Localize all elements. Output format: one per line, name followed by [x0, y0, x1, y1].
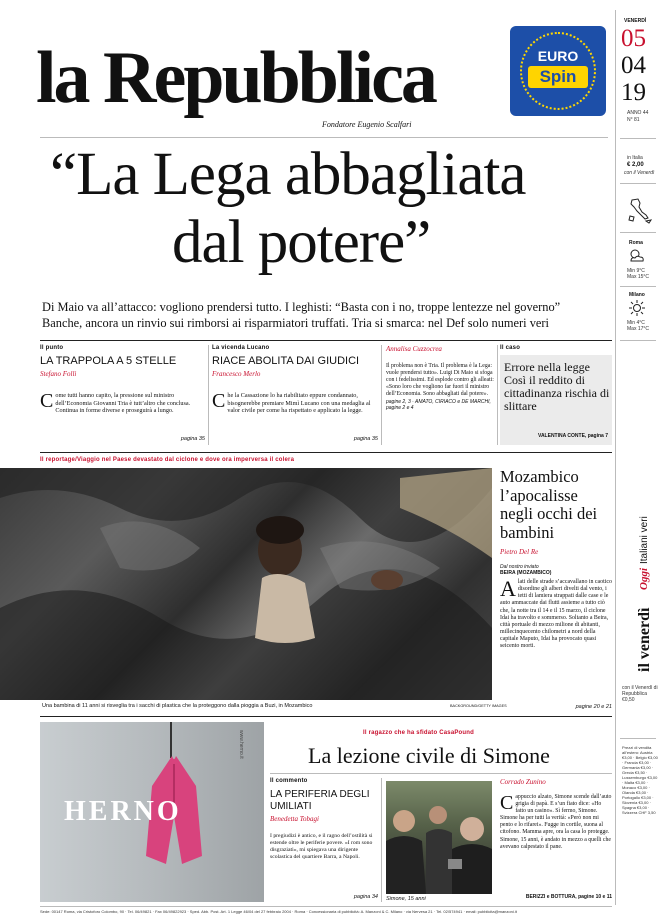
reportage-ref: pagine 20 e 21 — [575, 704, 612, 710]
date-numero: N° 81 — [627, 117, 640, 123]
casapound-kicker: Il ragazzo che ha sfidato CasaPound — [363, 730, 475, 736]
italy-map-icon — [624, 196, 654, 231]
headline-deck-2: Banche, ancora un rinvio sui rimborsi ai risparmiatori truffati. Tria si smarca: nel Def solo numeri veri — [42, 316, 549, 330]
story-body: he la Cassazione lo ha riabilitato eppure condannato, bisognerebbe premiare Mimì Lucano con una medaglia al valor civile per come ha rispettato e applicato la legge. — [227, 392, 371, 415]
footer-legal: Sede: 00147 Roma, via Cristoforo Colombo, 90 · Tel. 06/49821 · Fax 06/49822923 · Sped. Abb. Post. Art. 1 Legge 46/04 del 27 febbraio 2004 · Roma · Concessionaria di pubblicità: A. Manzoni & C. Milano · via Nervesa 21 · Tel. 02/574941 · email: pubblicita@manzoni.it — [40, 909, 517, 914]
casapound-body: appuccio alzato, Simone scende dall’auto grigia di papà. E s’un fiato dice: «Ho fatto un casino». Sì fermo, Simone. Simone ha per tutti la verità: «Però non mi pento e lo rifarei». Fugge in cortile, suona al citofono. Mamma apre, ora la casa lo protegge. Simone, 15 anni, è andato in mezzo a quelli che avevano calpestato il pane. — [500, 794, 612, 850]
commento-author: Benedetta Tobagi — [270, 815, 319, 823]
weather-max-milano: Max 17°C — [627, 326, 650, 332]
herno-ad[interactable] — [40, 722, 264, 902]
casapound-title: La lezione civile di Simone — [308, 743, 550, 768]
weather-max-roma: Max 15°C — [627, 274, 650, 280]
reportage-author: Pietro Del Re — [500, 548, 539, 556]
date-year: 19 — [621, 79, 646, 106]
story-main-lead[interactable] — [386, 345, 494, 445]
story-body: Il problema non è Tria. Il problema è la Lega: vuole prendersi tutto». Luigi Di Maio si sfoga con i fedelissimi. Ed esplode contro gli alleati: «Sono loro che vogliono far fuori il ministro dell’Economia. Sono abbagliati dal potere». — [386, 363, 494, 397]
masthead-title: la Repubblica — [36, 37, 435, 119]
headline-line1: “La Lega abbagliata — [50, 141, 526, 208]
story-kicker: La vicenda Lucano — [212, 345, 270, 351]
herno-site: www.herno.it — [238, 730, 244, 759]
drop-cap: C — [212, 390, 226, 412]
cloud-sun-icon — [627, 248, 647, 269]
story-ref: pagine 2, 3 · AMATO, CIRIACO e DE MARCHI, pagine 2 e 4 — [386, 399, 491, 411]
drop-cap: C — [40, 390, 54, 412]
story-title: LA TRAPPOLA A 5 STELLE — [40, 355, 177, 367]
herno-logo: HERNO — [64, 796, 182, 827]
photo-caption: Una bambina di 11 anni si risveglia tra i sacchi di plastica che la proteggono dalla pioggia a Buzi, in Mozambico — [42, 703, 313, 709]
inserto-italiani-veri[interactable] — [634, 516, 652, 590]
story-body: ome tutti hanno capito, la pressione sul ministro dell’Economia Giovanni Tria è tutt’altro che conclusa. Continua in forme diverse e proseguirà a lungo. — [55, 392, 191, 415]
story-title: Errore nella legge Così il reddito di cittadinanza rischia di slittare — [504, 360, 610, 413]
story-ref: pagina 35 — [180, 436, 205, 442]
drop-cap: A — [500, 576, 516, 601]
story-author: Stefano Folli — [40, 370, 77, 378]
foreign-prices: Prezzi di vendita all’estero: Austria €3,00 · Belgio €3,00 · Francia €3,00 · Germania €3,00 · Grecia €3,50 · Lussemburgo €3,00 · Malta €3,00 · Monaco €3,00 · Olanda €3,00 · Portogallo €3,00 · Slovenia €3,00 · Spagna €3,00 · Svizzera CHF 3,50 — [622, 745, 658, 815]
story-il-punto[interactable] — [40, 345, 205, 445]
price: € 2,00 — [627, 162, 644, 168]
date-weekday: VENERDÌ — [624, 18, 647, 24]
inserto-title: Italiani veri — [639, 516, 650, 564]
story-author: Annalisa Cuzzocrea — [386, 345, 442, 353]
reportage-dateline: Dal nostro inviato — [500, 564, 539, 570]
commento-body: I pregiudizi è antico, e il ragno dell’ostilità si estende oltre le periferie povere. «I rom sono disgraziati», mi spiegava una dirigente scolastica del quartiere Barra, a Napoli. — [270, 833, 373, 860]
headline-deck-1: Di Maio va all’attacco: vogliono prendersi tutto. I leghisti: “Basta con i no, troppe lentezze nel governo” — [42, 300, 561, 314]
story-riace[interactable] — [212, 345, 378, 445]
ad-brand-bottom: Spin — [528, 66, 588, 88]
commento-title: LA PERIFERIA DEGLI UMILIATI — [270, 789, 370, 812]
commento-kicker: Il commento — [270, 778, 308, 784]
story-il-caso[interactable] — [500, 345, 612, 445]
inserto-oggi: Oggi — [638, 568, 650, 590]
commento-ref: pagina 34 — [353, 894, 378, 900]
story-ref: VALENTINA CONTE, pagina 7 — [537, 433, 608, 439]
photo-caption: Simone, 15 anni — [386, 896, 426, 902]
casapound-ref: BERIZZI e BOTTURA, pagine 10 e 11 — [525, 894, 612, 900]
simone-photo[interactable] — [386, 781, 492, 894]
reportage-kicker: Il reportage/Viaggio nel Paese devastato dal ciclone e dove ora imperversa il colera — [40, 457, 295, 463]
eurospin-ad[interactable] — [510, 26, 606, 116]
headline-line2: dal potere” — [172, 209, 431, 276]
story-kicker: Il punto — [40, 345, 64, 351]
ad-brand-top: EURO — [537, 48, 579, 64]
date-day: 05 — [621, 25, 646, 52]
price-label: in Italia — [627, 155, 643, 161]
reportage-city: BEIRA (MOZAMBICO) — [500, 570, 552, 576]
story-title: RIACE ABOLITA DAI GIUDICI — [212, 355, 360, 367]
sun-icon — [629, 300, 645, 321]
story-ref: pagina 35 — [353, 436, 378, 442]
date-month: 04 — [621, 52, 646, 79]
venerdi-note: con il Venerdì di Repubblica €0,50 — [622, 685, 658, 703]
weather-city-roma: Roma — [629, 240, 643, 246]
weather-city-milano: Milano — [629, 292, 645, 298]
story-author: Francesco Merlo — [212, 370, 261, 378]
reportage-title: Mozambico l’apocalisse negli occhi dei bambini — [500, 467, 598, 542]
casapound-story[interactable] — [500, 778, 612, 902]
story-commento[interactable] — [270, 778, 378, 902]
casapound-author: Corrado Zunino — [500, 778, 546, 786]
date-anno: ANNO 44 — [627, 110, 649, 116]
story-kicker: Il caso — [500, 345, 521, 351]
photo-credit: BACKGROUND/GETTY IMAGES — [450, 704, 507, 708]
reportage-photo[interactable] — [0, 468, 492, 700]
weather-min-milano: Min 4°C — [627, 320, 645, 326]
drop-cap: C — [500, 792, 514, 814]
venerdi-logo[interactable]: il venerdì — [636, 607, 653, 672]
masthead-founder: Fondatore Eugenio Scalfari — [322, 120, 412, 129]
reportage-body: lati delle strade s’accavallano in caotico disordine gli alberi divelti dal vento, i tetti di lamiera strappati dalle case e le auto ammaccate dai flutti assieme a tutto ciò che, la notte tra il 14 e il 15 marzo, il ciclone Idai ha travolto e sommerso. Soltanto a Beira, città portuale di mezzo milione di abitanti, millecinquecento chilometri a nord della capitale Maputo, Idai ha provocato quasi seicento morti. — [500, 579, 612, 650]
price-note: con il Venerdì — [624, 170, 655, 176]
weather-min-roma: Min 9°C — [627, 268, 645, 274]
reportage-story[interactable] — [500, 468, 612, 713]
